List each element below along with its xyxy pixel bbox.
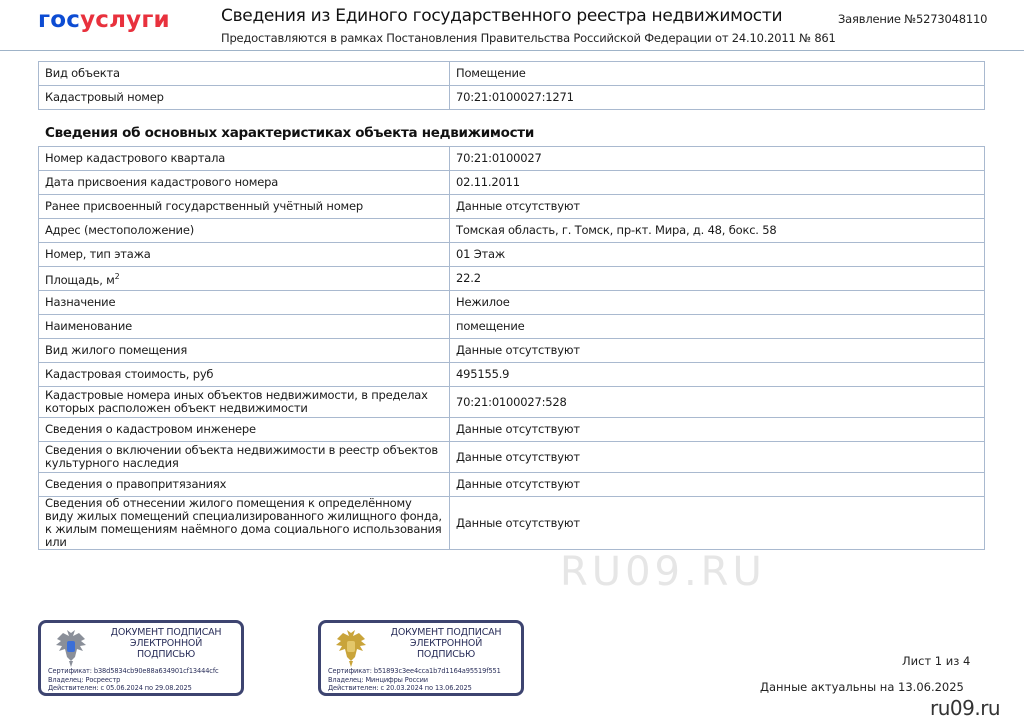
row-key: Кадастровая стоимость, руб xyxy=(39,363,450,387)
row-value: 02.11.2011 xyxy=(450,171,985,195)
table-row xyxy=(39,473,985,497)
row-key: Адрес (местоположение) xyxy=(39,219,450,243)
row-value: 01 Этаж xyxy=(450,243,985,267)
table-row xyxy=(39,86,985,110)
logo-part-gos: гос xyxy=(38,7,81,33)
row-key: Номер кадастрового квартала xyxy=(39,147,450,171)
stamp-validity: Действителен: с 05.06.2024 по 29.08.2025 xyxy=(48,684,192,693)
table-row xyxy=(39,442,985,473)
row-value: 70:21:0100027 xyxy=(450,147,985,171)
logo-part-uslugi: услуги xyxy=(80,7,170,33)
table-row xyxy=(39,147,985,171)
stamp-owner: Владелец: Росреестр xyxy=(48,675,121,684)
stamp-certificate: Сертификат: b38d5834cb90e88a634901cf13444cfc xyxy=(48,667,219,675)
table-row xyxy=(39,387,985,418)
row-value: Томская область, г. Томск, пр-кт. Мира, д. 48, бокс. 58 xyxy=(450,219,985,243)
table-row xyxy=(39,195,985,219)
table-row xyxy=(39,291,985,315)
row-key: Кадастровый номер xyxy=(39,86,450,110)
table-row xyxy=(39,497,985,550)
row-key: Кадастровые номера иных объектов недвижимости, в пределах которых расположен объект недвижимости xyxy=(39,387,450,418)
row-value: Данные отсутствуют xyxy=(450,195,985,219)
table-row xyxy=(39,62,985,86)
area-superscript: 2 xyxy=(114,272,120,282)
row-key: Назначение xyxy=(39,291,450,315)
stamp-info xyxy=(48,667,219,693)
row-key xyxy=(39,267,450,291)
row-value: помещение xyxy=(450,315,985,339)
row-value: Данные отсутствуют xyxy=(450,442,985,473)
row-value: Нежилое xyxy=(450,291,985,315)
characteristics-table xyxy=(38,146,985,550)
stamp-title-line: ДОКУМЕНТ ПОДПИСАН xyxy=(110,627,222,638)
row-key: Сведения об отнесении жилого помещения к определённому виду жилых помещений специализированного жилищного фонда, к жилым помещениям наёмного дома социального использования или xyxy=(39,497,450,550)
document-subtitle: Предоставляются в рамках Постановления Правительства Российской Федерации от 24.10.2011 № 861 xyxy=(221,31,836,45)
table-row xyxy=(39,243,985,267)
stamp-title-line: ЭЛЕКТРОННОЙ xyxy=(129,638,203,649)
table-row xyxy=(39,219,985,243)
row-value: Данные отсутствуют xyxy=(450,497,985,550)
row-key: Сведения о кадастровом инженере xyxy=(39,418,450,442)
row-value: Помещение xyxy=(450,62,985,86)
table-row xyxy=(39,418,985,442)
table-row xyxy=(39,315,985,339)
row-key: Вид жилого помещения xyxy=(39,339,450,363)
watermark: RU09.RU xyxy=(560,549,766,595)
row-key: Сведения о включении объекта недвижимости в реестр объектов культурного наследия xyxy=(39,442,450,473)
row-key: Ранее присвоенный государственный учётный номер xyxy=(39,195,450,219)
row-value: 70:21:0100027:1271 xyxy=(450,86,985,110)
data-actual-date: Данные актуальны на 13.06.2025 xyxy=(760,680,964,694)
row-value: Данные отсутствуют xyxy=(450,473,985,497)
section-title: Сведения об основных характеристиках объекта недвижимости xyxy=(45,125,534,141)
stamp-owner: Владелец: Минцифры России xyxy=(328,675,428,684)
basic-info-table xyxy=(38,61,985,110)
application-number: Заявление №5273048110 xyxy=(838,12,988,26)
signature-stamp-rosreestr xyxy=(38,620,244,696)
stamp-title-line: ДОКУМЕНТ ПОДПИСАН xyxy=(390,627,502,638)
table-row xyxy=(39,171,985,195)
stamp-title xyxy=(91,627,241,660)
stamp-title-line: ЭЛЕКТРОННОЙ xyxy=(409,638,483,649)
table-row xyxy=(39,339,985,363)
stamp-info xyxy=(328,667,501,693)
row-value: Данные отсутствуют xyxy=(450,418,985,442)
stamp-title-line: ПОДПИСЬЮ xyxy=(416,649,476,660)
stamp-title-line: ПОДПИСЬЮ xyxy=(136,649,196,660)
stamp-title xyxy=(371,627,521,660)
table-row xyxy=(39,363,985,387)
signature-stamp-mincifry xyxy=(318,620,524,696)
document-title: Сведения из Единого государственного реестра недвижимости xyxy=(221,6,783,26)
coat-of-arms-icon xyxy=(333,627,369,669)
row-key: Номер, тип этажа xyxy=(39,243,450,267)
site-watermark-overlay: ru09.ru xyxy=(930,696,1001,720)
area-label: Площадь, м xyxy=(45,272,115,287)
row-key: Вид объекта xyxy=(39,62,450,86)
table-row xyxy=(39,267,985,291)
row-value: Данные отсутствуют xyxy=(450,339,985,363)
row-value: 495155.9 xyxy=(450,363,985,387)
row-key: Наименование xyxy=(39,315,450,339)
page-counter: Лист 1 из 4 xyxy=(902,654,971,668)
stamp-validity: Действителен: с 20.03.2024 по 13.06.2025 xyxy=(328,684,472,693)
stamp-certificate: Сертификат: b51893c3ee4cca1b7d1164a95519f551 xyxy=(328,667,501,675)
row-value: 22.2 xyxy=(450,267,985,291)
row-key: Дата присвоения кадастрового номера xyxy=(39,171,450,195)
row-key: Сведения о правопритязаниях xyxy=(39,473,450,497)
eagle-emblem-icon xyxy=(53,627,89,669)
row-value: 70:21:0100027:528 xyxy=(450,387,985,418)
